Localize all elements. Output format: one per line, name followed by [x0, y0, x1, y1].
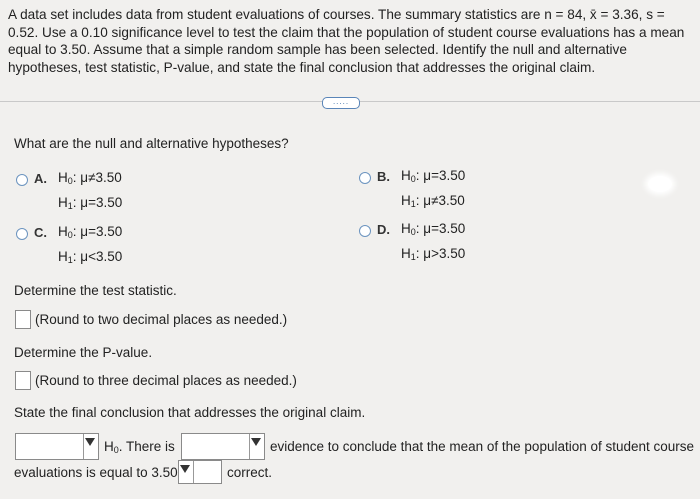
test-statistic-prompt: Determine the test statistic. — [14, 283, 177, 298]
chevron-down-icon — [251, 438, 261, 446]
option-c-h1: μ<3.50 — [80, 249, 123, 264]
option-b-letter: B. — [377, 169, 390, 184]
conclusion-prompt: State the final conclusion that addresses the original claim. — [14, 405, 366, 420]
option-a-letter: A. — [34, 171, 47, 186]
problem-statement: A data set includes data from student evaluations of courses. The summary statistics are n = 84, x̄ = 3.36, s = 0.52. Use a 0.10 significance level to test the claim that the population of student course evaluations has a mean equal to 3.50. Assume that a simple random sample has been selected. Identify the null and alternative hypotheses, test statistic, P-value, and state the final conclusion that addresses the original claim. — [8, 7, 685, 75]
option-b-hypotheses: $H_0$: μ=3.50 $H_1$: μ≠3.50 — [401, 168, 466, 209]
option-b-radio[interactable] — [359, 172, 371, 184]
conclusion-correct-text: correct. — [227, 465, 273, 480]
option-b-h1: μ≠3.50 — [423, 193, 465, 208]
p-value-hint: (Round to three decimal places as needed.) — [35, 373, 297, 388]
chevron-down-icon — [85, 438, 95, 446]
p-value-prompt: Determine the P-value. — [14, 345, 153, 360]
option-d-radio[interactable] — [359, 225, 371, 237]
option-a-h0: μ≠3.50 — [80, 170, 122, 185]
option-c-letter: C. — [34, 225, 47, 240]
chevron-down-icon — [180, 465, 190, 473]
glare-spot — [648, 176, 672, 192]
claim-dropdown[interactable] — [178, 460, 222, 484]
option-b-h0: μ=3.50 — [423, 168, 466, 183]
expand-button[interactable]: ..... — [322, 97, 360, 109]
option-c-radio[interactable] — [16, 228, 28, 240]
conclusion-h0-text: $H_0$. There is — [104, 439, 175, 455]
test-statistic-input[interactable] — [15, 310, 31, 329]
option-a-hypotheses: $H_0$: μ≠3.50 $H_1$: μ=3.50 — [58, 170, 123, 211]
option-c-hypotheses: $H_0$: μ=3.50 $H_1$: μ<3.50 — [58, 224, 123, 265]
option-d-h0: μ=3.50 — [423, 221, 466, 236]
conclusion-line2-text: evaluations is equal to 3.50 — [14, 465, 178, 480]
reject-decision-dropdown[interactable] — [15, 433, 99, 460]
conclusion-evidence-text: evidence to conclude that the mean of the population of student course — [270, 439, 695, 454]
hypotheses-question: What are the null and alternative hypotheses? — [14, 136, 289, 151]
evidence-dropdown[interactable] — [181, 433, 265, 460]
option-d-letter: D. — [377, 222, 390, 237]
p-value-input[interactable] — [15, 371, 31, 390]
option-a-h1: μ=3.50 — [80, 195, 123, 210]
option-a-radio[interactable] — [16, 174, 28, 186]
option-d-hypotheses: $H_0$: μ=3.50 $H_1$: μ>3.50 — [401, 221, 466, 262]
option-c-h0: μ=3.50 — [80, 224, 123, 239]
test-statistic-hint: (Round to two decimal places as needed.) — [35, 312, 288, 327]
option-d-h1: μ>3.50 — [423, 246, 466, 261]
